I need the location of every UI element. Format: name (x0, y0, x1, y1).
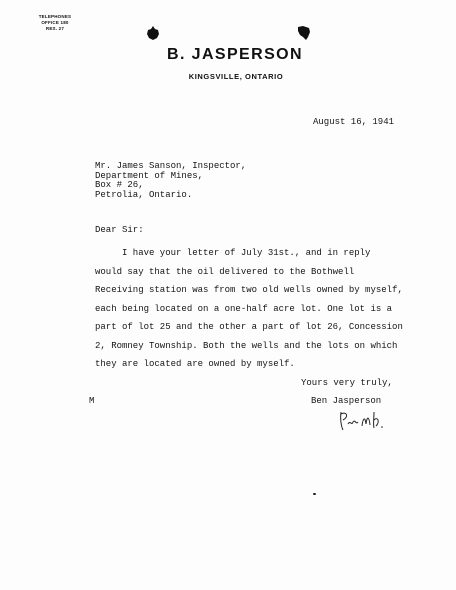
body-line: part of lot 25 and the other a part of lot 26, Concession (95, 322, 403, 332)
typist-initial: M (89, 396, 95, 406)
signer-name: Ben Jasperson (311, 396, 382, 406)
complimentary-close: Yours very truly, (301, 378, 393, 388)
handwritten-signature (338, 408, 386, 434)
ornament-left-icon (147, 26, 159, 40)
telephone-block (30, 14, 80, 32)
recipient-line: Department of Mines, (95, 170, 204, 181)
recipient-line: Petrolia, Ontario. (95, 189, 193, 200)
salutation: Dear Sir: (95, 225, 144, 235)
stray-mark (313, 493, 316, 495)
body-line: Receiving station was from two old wells owned by myself, (95, 285, 403, 295)
recipient-line: Box # 26, (95, 180, 144, 190)
body-line: would say that the oil delivered to the Bothwell (95, 266, 355, 277)
letterhead-location: KINGSVILLE, ONTARIO (188, 72, 284, 81)
body-line: I have your letter of July 31st., and in reply (122, 248, 371, 258)
letter-date: August 16, 1941 (313, 117, 395, 127)
telephone-heading: TELEPHONES (38, 14, 72, 19)
telephone-office: OFFICE 180 (41, 20, 69, 25)
body-line: they are located are owned by myself. (95, 359, 295, 369)
ornament-right-icon (298, 26, 310, 40)
body-line: 2, Romney Township. Both the wells and the lots on which (95, 340, 398, 351)
telephone-residence: RES. 27 (45, 26, 65, 31)
letter-body (95, 244, 403, 374)
body-line: each being located on a one-half acre lot. One lot is a (95, 303, 393, 314)
recipient-line: Mr. James Sanson, Inspector, (95, 161, 247, 171)
letterhead-name: B. JASPERSON (167, 46, 303, 63)
recipient-address (95, 162, 246, 200)
